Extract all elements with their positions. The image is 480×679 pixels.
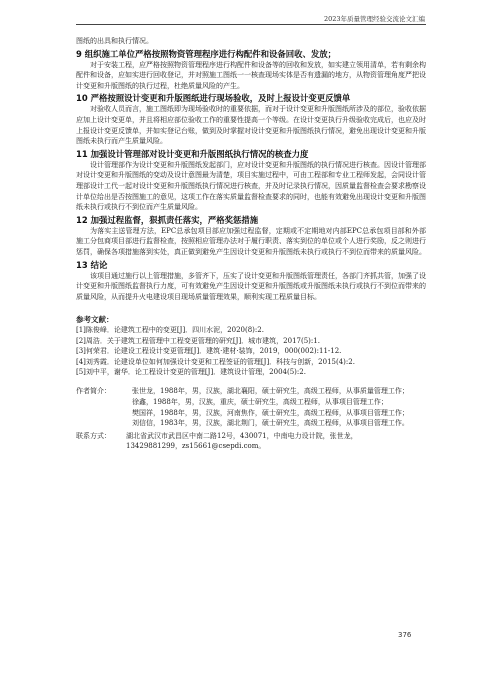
contact-phone-email: 13429881299，zs15661@csepdi.com。 <box>126 442 266 451</box>
section-10-title: 10 严格按照设计变更和升版图纸进行现场验收，及时上报设计变更反馈单 <box>76 93 351 104</box>
author-bio: 刘信信，1983年，男，汉族，湖北荆门，硕士研究生，高级工程师，从事项目管理工作。 <box>132 419 409 428</box>
contact-label: 联系方式： <box>76 431 111 440</box>
section-9-title: 9 组织施工单位严格按照物资管理程序进行构配件和设备回收、发放； <box>76 48 336 59</box>
paper-body <box>76 36 426 452</box>
author-row <box>76 386 426 397</box>
page-number: 376 <box>398 631 412 639</box>
header-rule <box>76 24 426 25</box>
section-9-body: 对于安装工程，应严格按照物资管理程序进行构配件和设备等的回收和发放，如实建立领用清单，若有剩余构配件和设备，应如实进行回收登记，并对照施工图纸一一核查现场实体是否有遗漏的地方，从物资管理角度严把设计变更和升版图纸的执行过程，杜绝质量风险的产生。 <box>76 60 426 90</box>
author-label: 作者简介： <box>76 387 111 396</box>
author-bios <box>76 386 426 428</box>
section-12-title: 12 加强过程监督，狠抓责任落实，严格奖惩措施 <box>76 214 259 225</box>
reference-item: [3]何荣君．论建设工程设计变更管理[J]．建筑·建材·装饰，2019，000(002):11-12. <box>76 347 342 356</box>
running-header: 2023年质量管理经验交流论文汇编 <box>323 15 425 23</box>
section-11-body: 设计管理部作为设计变更和升版图纸发起部门，应对设计变更和升版图纸的执行情况进行核查。因设计管理部对设计变更和升版图纸的变动及设计意图最为清楚，项目实施过程中，可由工程部和专业工程师发起，会同设计管理部设计工代一起对设计变更和升版图纸执行情况进行核查，并及时记录执行情况，因质量监督检查会要求勘察设计单位给出是否按图施工的意见，这项工作在落实质量监督检查要求的同时，也能有效避免出现设计变更和升版图纸未执行或执行不到位而产生质量风险。 <box>76 160 426 212</box>
author-bio: 张世龙，1988年，男，汉族，湖北襄阳，硕士研究生，高级工程师，从事质量管理工作； <box>132 387 409 396</box>
author-bio: 徐鑫，1988年，男，汉族，重庆，硕士研究生，高级工程师，从事项目管理工作； <box>132 397 388 406</box>
section-13-title: 13 结论 <box>76 259 108 270</box>
references-title: 参考文献： <box>76 315 114 325</box>
reference-item: [1]陈俊峰．论建筑工程中的变更[J]．四川水泥，2020(8):2. <box>76 326 264 335</box>
contact-address: 湖北省武汉市武昌区中南二路12号，430071，中南电力设计院，张世龙， <box>126 431 358 440</box>
reference-item: [2]周浩．关于建筑工程管理中工程变更管理的研究[J]．城市建筑，2017(5):1. <box>76 336 320 345</box>
contact-info <box>76 431 426 452</box>
reference-item: [4]刘秀霞．论建设单位如何加强设计变更和工程签证的管理[J]．科技与创新，2015(4):2. <box>76 357 355 366</box>
section-13-body: 该项目通过施行以上管理措施，多管齐下，压实了设计变更和升版图纸管理责任，各部门齐抓共管，加强了设计变更和升版图纸监督执行力度，可有效避免产生因设计变更和升版图纸或升版图纸未执行或执行不到位而带来的质量风险，从而提升火电建设项目现场质量管理效果，顺利实现工程质量目标。 <box>76 271 426 301</box>
section-11-title: 11 加强设计管理部对设计变更和升版图纸执行情况的核查力度 <box>76 148 309 159</box>
continuation-paragraph: 图纸的出具和执行情况。 <box>76 37 153 45</box>
author-bio: 樊国祥，1988年，男，汉族，河南焦作，硕士研究生，高级工程师，从事项目管理工作； <box>132 408 409 417</box>
section-10-body: 对验收人员而言，施工图纸即为现场验收时的重要依据，而对于设计变更和升版图纸所涉及的部位，验收依据应加上设计变更单，并且将相应部位验收工作的重要性提高一个等级。在设计变更执行升级验收完成后，也应及时上报设计变更反馈单，并如实登记台账，做到及时掌握对设计变更和升版图纸执行情况，避免出现设计变更和升版图纸未执行而产生质量风险。 <box>76 105 426 146</box>
section-12-body: 为落实主送管理方法，EPC总承包项目部应加强过程监督，定期或不定期地对内部EPC总承包项目部和外部施工分包商项目部进行监督检查，按照相应管理办法对于履行职责、落实到位的单位或个人进行奖励，反之则进行惩罚，确保各项措施落到实处，真正做到避免产生因设计变更和升版图纸未执行或执行不到位而带来的质量风险。 <box>76 226 426 256</box>
reference-item: [5]刘中平，谢华．论工程设计变更的管理[J]．建筑设计管理，2004(5):2. <box>76 367 306 376</box>
